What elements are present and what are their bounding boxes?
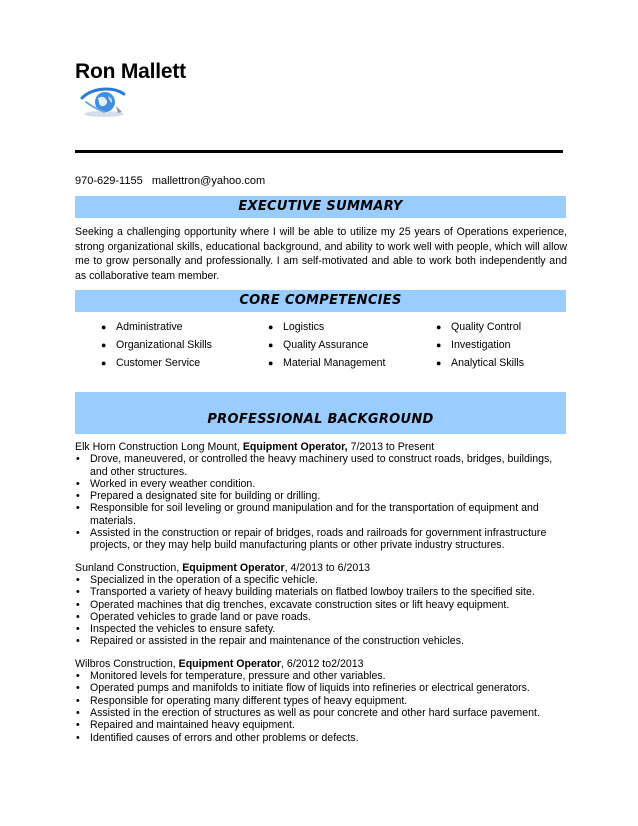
core-competencies-heading: CORE COMPETENCIES [75,290,566,312]
competency-item [436,320,524,338]
bullet-icon: ● [268,322,274,332]
competency-item [101,320,212,338]
list-item: • Operated machines that dig trenches, excavate construction sites or lift heavy equipment. [76,598,510,611]
list-item: • Operated vehicles to grade land or pave roads. [76,610,311,623]
competency-item [268,320,385,338]
contact-line [75,175,265,187]
competency-item [101,338,212,356]
bullet-icon: ● [101,358,107,368]
competency-item [436,338,524,356]
list-item: • Inspected the vehicles to ensure safety. [76,623,276,636]
competency-label: Administrative [116,321,183,333]
company-name: Elk Horn Construction Long Mount, [75,441,240,453]
competency-label: Investigation [451,339,511,351]
bullet-icon: ● [101,322,107,332]
bullet-icon: ● [436,358,442,368]
phone-number: 970-629-1155 [75,175,143,187]
bullet-icon: ● [436,322,442,332]
list-item: • Prepared a designated site for building or drilling. [76,490,321,503]
competency-label: Quality Assurance [283,339,369,351]
competency-label: Logistics [283,321,325,333]
executive-summary-text: Seeking a challenging opportunity where I will be able to utilize my 25 years of Operations experience, strong organizational skills, educational background, and ability to work well with people, which will allow me to grow personally and professionally. I am self-motivated and able to work both independently and as collaborative team member. [75,226,567,282]
company-name: Wilbros Construction, [75,657,176,670]
bullet-icon: ● [101,340,107,350]
competency-label: Quality Control [451,321,522,333]
job-dates: , 6/2012 to2/2013 [281,657,364,670]
list-item: • Operated pumps and manifolds to initiate flow of liquids into refineries or electrical generators. [76,682,530,695]
list-item: • Repaired or assisted in the repair and maintenance of the construction vehicles. [76,635,464,648]
job-entry [75,658,567,744]
globe-logo-icon [78,86,128,120]
list-item: • Drove, maneuvered, or controlled the heavy machinery used to construct roads, bridges, buildings, and other structures. [76,453,553,478]
competency-label: Organizational Skills [116,339,212,351]
competency-label: Analytical Skills [451,357,525,369]
executive-summary-heading: EXECUTIVE SUMMARY [75,196,566,218]
list-item: • Identified causes of errors and other problems or defects. [76,731,359,744]
job-dates: 7/2013 to Present [350,441,435,453]
job-header [75,441,567,453]
competency-item [268,338,385,356]
candidate-name: Ron Mallett [75,60,186,83]
list-item: • Assisted in the construction or repair of bridges, roads and railroads for government infrastructure projects, or they may help build manufacturing plants or other private industry structures. [76,527,547,552]
header-divider [75,150,563,153]
list-item: • Transported a variety of heavy building materials on flatbed lowboy trailers to the specified site. [76,586,535,599]
professional-background-heading: PROFESSIONAL BACKGROUND [75,392,566,434]
competency-item [101,356,212,374]
job-header [75,562,567,574]
competency-label: Material Management [283,357,386,369]
competency-column [101,320,212,374]
list-item: • Responsible for soil leveling or ground manipulation and for the transportation of equipment and materials. [76,502,539,527]
list-item: • Assisted in the erection of structures as well as pour concrete and other hard surface pavement. [76,706,540,719]
competency-label: Customer Service [116,357,201,369]
job-history [75,441,567,754]
bullet-icon: ● [436,340,442,350]
job-entry [75,562,567,648]
competency-column [436,320,524,374]
job-header [75,658,567,670]
competency-column [268,320,385,374]
list-item: • Specialized in the operation of a specific vehicle. [76,573,318,586]
job-dates: , 4/2013 to 6/2013 [284,561,371,574]
job-entry [75,441,567,552]
competency-item [436,356,524,374]
job-title: Equipment Operator [182,561,285,574]
bullet-icon: ● [268,358,274,368]
list-item: • Worked in every weather condition. [76,477,256,490]
list-item: • Repaired and maintained heavy equipment. [76,719,295,732]
list-item: • Monitored levels for temperature, pressure and other variables. [76,670,386,683]
job-title: Equipment Operator [178,657,282,670]
job-title: Equipment Operator, [242,441,348,453]
list-item: • Responsible for operating many different types of heavy equipment. [76,694,408,707]
competency-item [268,356,385,374]
email-address: mallettron@yahoo.com [151,175,266,187]
bullet-icon: ● [268,340,274,350]
company-name: Sunland Construction, [75,561,180,574]
